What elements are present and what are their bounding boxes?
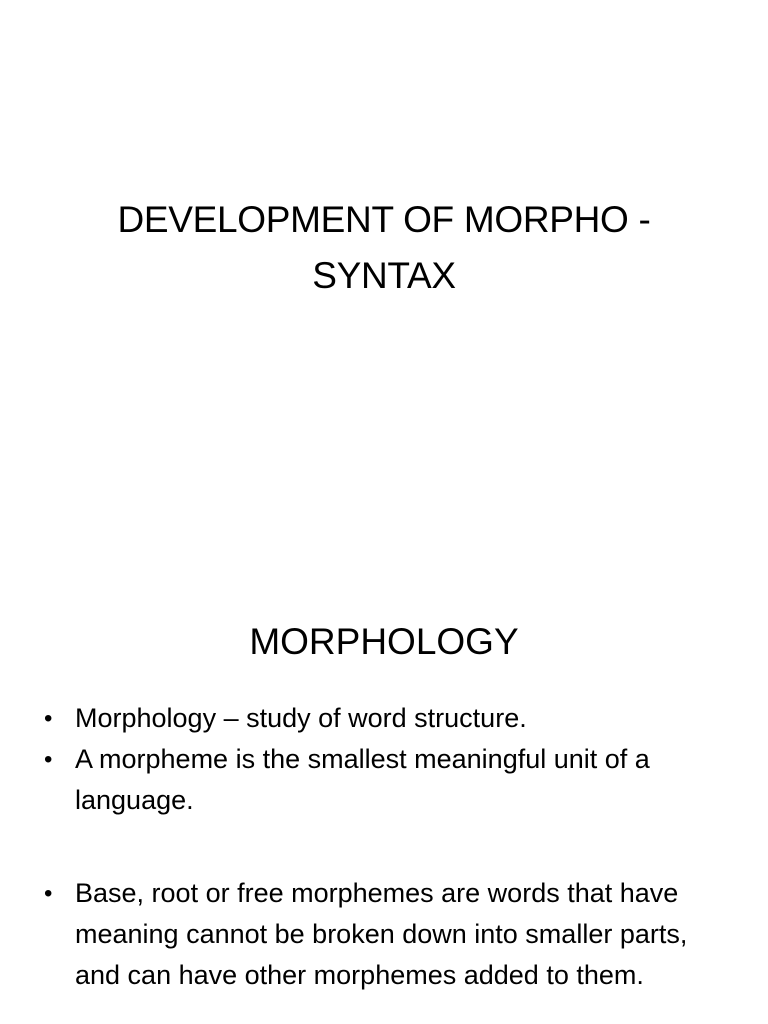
morphology-slide (0, 576, 768, 1024)
bullet-text: Morphology – study of word structure. (75, 703, 527, 733)
bullet-text: Base, root or free morphemes are words that have meaning cannot be broken down into smaller parts, and can have other morphemes added to them. (75, 878, 688, 990)
bullet-dot-icon: • (44, 705, 53, 732)
bullet-dot-icon: • (44, 746, 53, 773)
title-slide-heading (60, 192, 708, 304)
bullet-item (44, 873, 734, 996)
bullet-item (44, 698, 734, 739)
bullet-text: A morpheme is the smallest meaningful unit of a language. (75, 744, 650, 815)
title-line-2: SYNTAX (312, 255, 456, 296)
morphology-heading: MORPHOLOGY (249, 621, 519, 662)
bullet-list (44, 698, 734, 996)
bullet-item (44, 739, 734, 821)
title-line-1: DEVELOPMENT OF MORPHO - (117, 199, 651, 240)
bullet-dot-icon: • (44, 880, 53, 907)
